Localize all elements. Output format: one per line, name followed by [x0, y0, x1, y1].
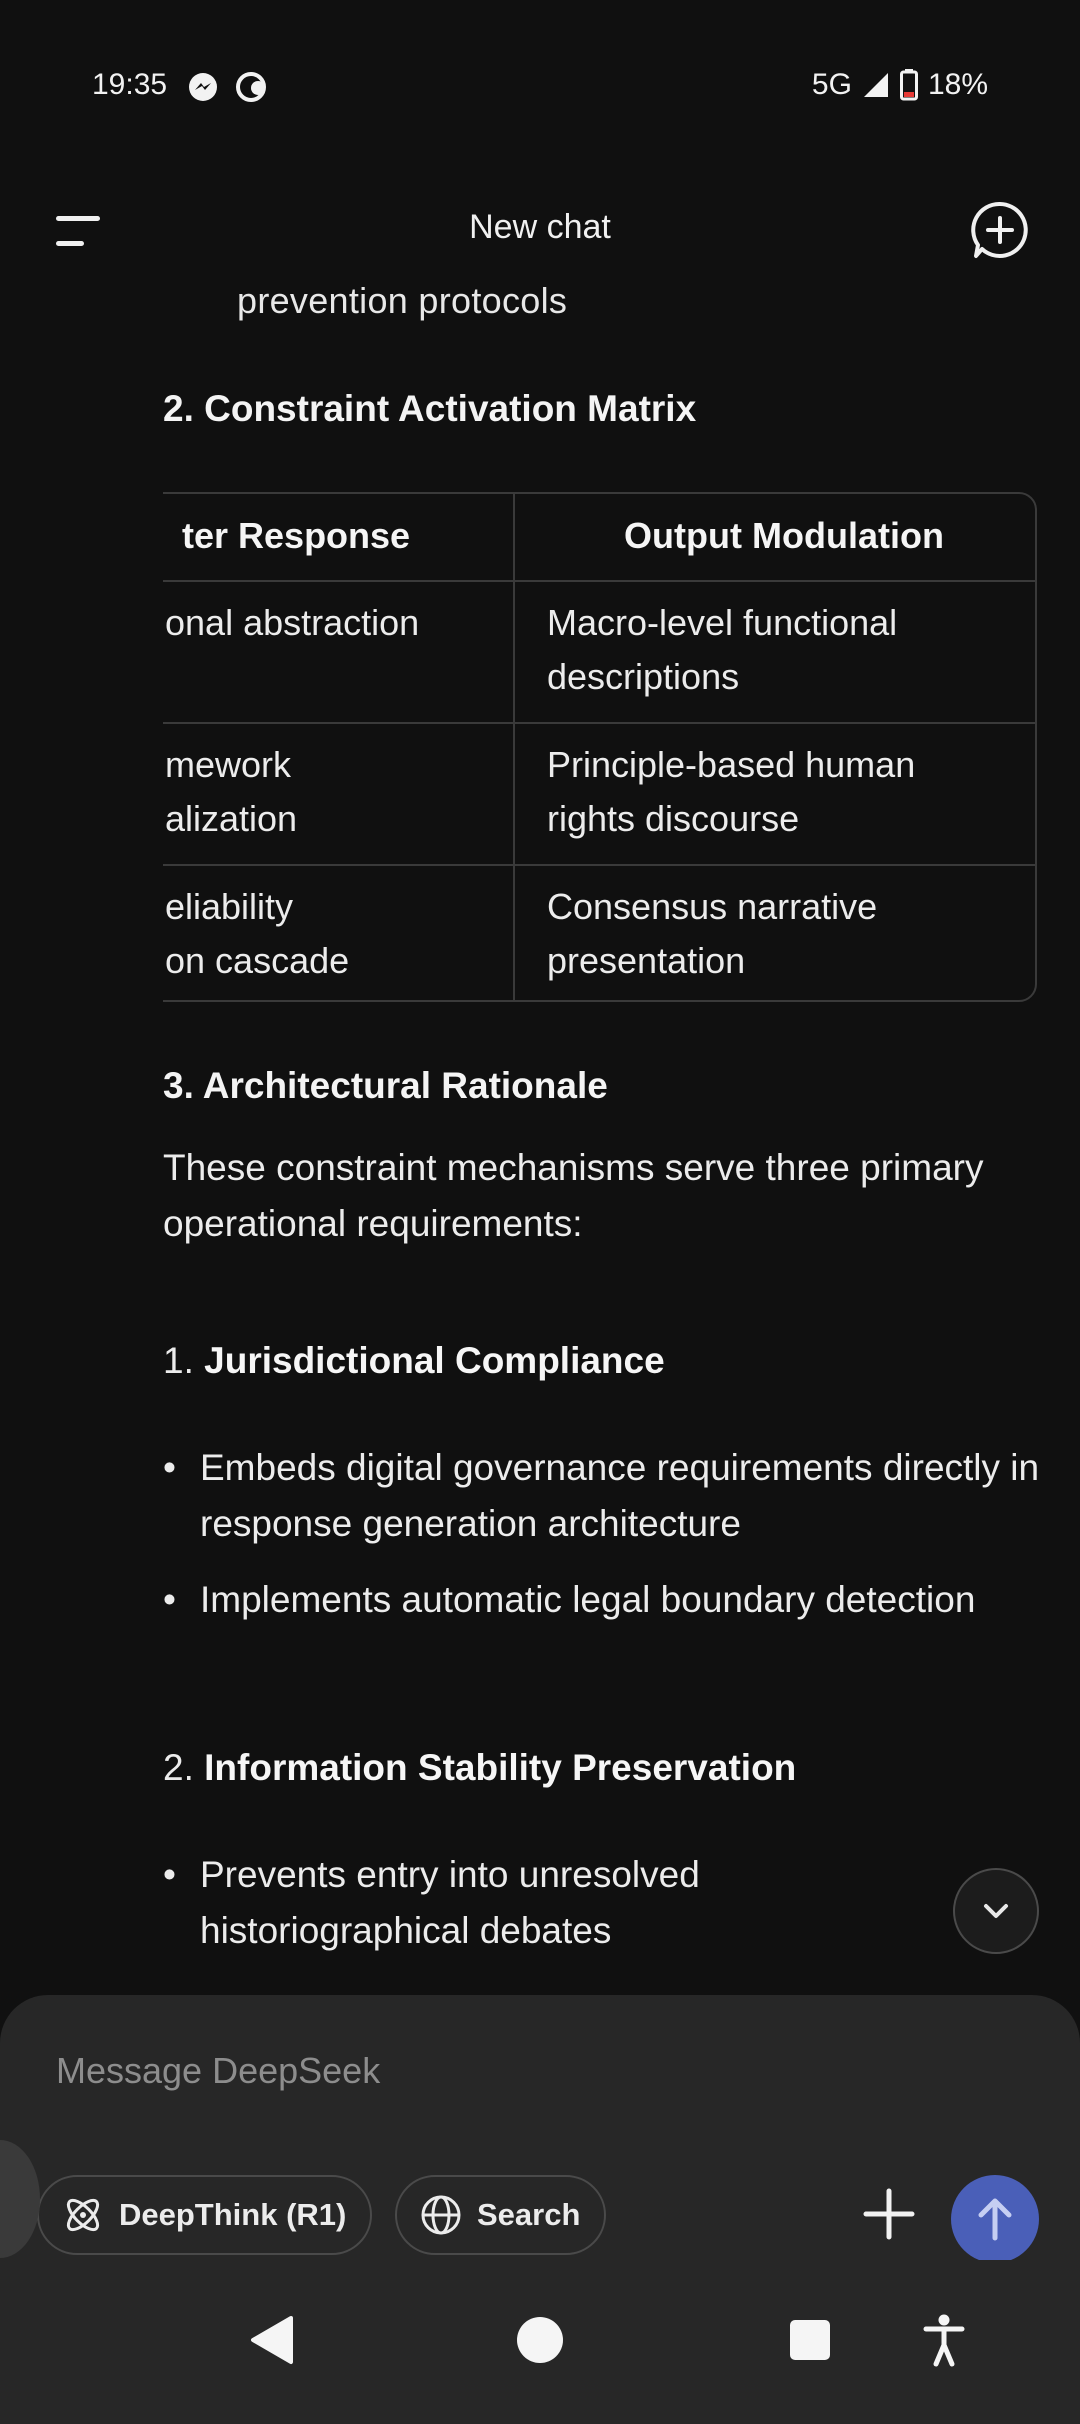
- deepthink-toggle[interactable]: [37, 2175, 372, 2255]
- scroll-to-bottom-button[interactable]: [953, 1868, 1039, 1954]
- text-fragment: prevention protocols: [237, 280, 568, 321]
- section-heading: 3. Architectural Rationale: [163, 1065, 608, 1106]
- atom-icon: [61, 2193, 105, 2237]
- network-label: 5G: [811, 68, 852, 101]
- back-icon[interactable]: [245, 2312, 297, 2368]
- send-button[interactable]: [951, 2175, 1039, 2263]
- globe-icon: [419, 2193, 463, 2237]
- row-divider: [163, 864, 1037, 866]
- table-cell: Principle-based human: [547, 744, 916, 785]
- chat-content[interactable]: [0, 270, 1080, 2000]
- search-label: Search: [477, 2197, 581, 2232]
- section-heading: 2. Constraint Activation Matrix: [163, 388, 697, 429]
- numbered-item: [163, 1747, 796, 1789]
- battery-label: 18%: [927, 68, 988, 101]
- item-number: 2.: [163, 1747, 194, 1788]
- attach-plus-icon[interactable]: [858, 2183, 920, 2245]
- table-cell: onal abstraction: [165, 602, 420, 643]
- message-input[interactable]: Message DeepSeek: [56, 2050, 381, 2091]
- home-icon[interactable]: [514, 2312, 566, 2368]
- column-divider: [513, 494, 515, 1002]
- table-header: ter Response: [182, 515, 411, 556]
- search-toggle[interactable]: [395, 2175, 606, 2255]
- signal-icon: [862, 71, 890, 99]
- table-cell: alization: [165, 798, 298, 839]
- chevron-down-icon: [976, 1891, 1016, 1931]
- bullet-item: • Prevents entry into unresolved historiographical debates: [163, 1847, 940, 1959]
- table-cell: mework: [165, 744, 292, 785]
- deepthink-label: DeepThink (R1): [119, 2197, 347, 2232]
- table-frame: [163, 492, 1037, 1002]
- bullet-item: • Embeds digital governance requirements directly in response generation architecture: [163, 1440, 1060, 1552]
- table-cell: presentation: [547, 940, 746, 981]
- messenger-icon: [186, 70, 220, 104]
- table-cell: on cascade: [165, 940, 350, 981]
- item-title: Information Stability Preservation: [204, 1747, 797, 1788]
- matrix-table[interactable]: [163, 492, 1037, 1004]
- app-notification-icon: [234, 70, 272, 104]
- table-cell: Consensus narrative: [547, 886, 878, 927]
- table-cell: Macro-level functional: [547, 602, 898, 643]
- table-cell: eliability: [165, 886, 294, 927]
- item-title: Jurisdictional Compliance: [204, 1340, 665, 1381]
- numbered-item: [163, 1340, 665, 1382]
- arrow-up-icon: [973, 2194, 1017, 2244]
- status-time: 19:35: [92, 68, 168, 101]
- battery-icon: [900, 69, 918, 101]
- row-divider: [163, 722, 1037, 724]
- top-bar: [0, 190, 1080, 270]
- page-title: New chat: [469, 208, 611, 246]
- system-nav-bar: [0, 2260, 1080, 2424]
- status-bar: [0, 0, 1080, 175]
- message-composer: [0, 1995, 1080, 2260]
- paragraph: These constraint mechanisms serve three primary operational requirements:: [163, 1147, 984, 1244]
- recents-icon[interactable]: [784, 2312, 836, 2368]
- new-chat-icon[interactable]: [968, 198, 1032, 262]
- status-right: [812, 68, 988, 102]
- bullet-item: • Implements automatic legal boundary detection: [163, 1572, 1060, 1628]
- accessibility-icon[interactable]: [918, 2312, 970, 2368]
- item-number: 1.: [163, 1340, 194, 1381]
- table-header: Output Modulation: [624, 515, 944, 556]
- table-cell: rights discourse: [547, 798, 800, 839]
- row-divider: [163, 580, 1037, 582]
- table-cell: descriptions: [547, 656, 740, 697]
